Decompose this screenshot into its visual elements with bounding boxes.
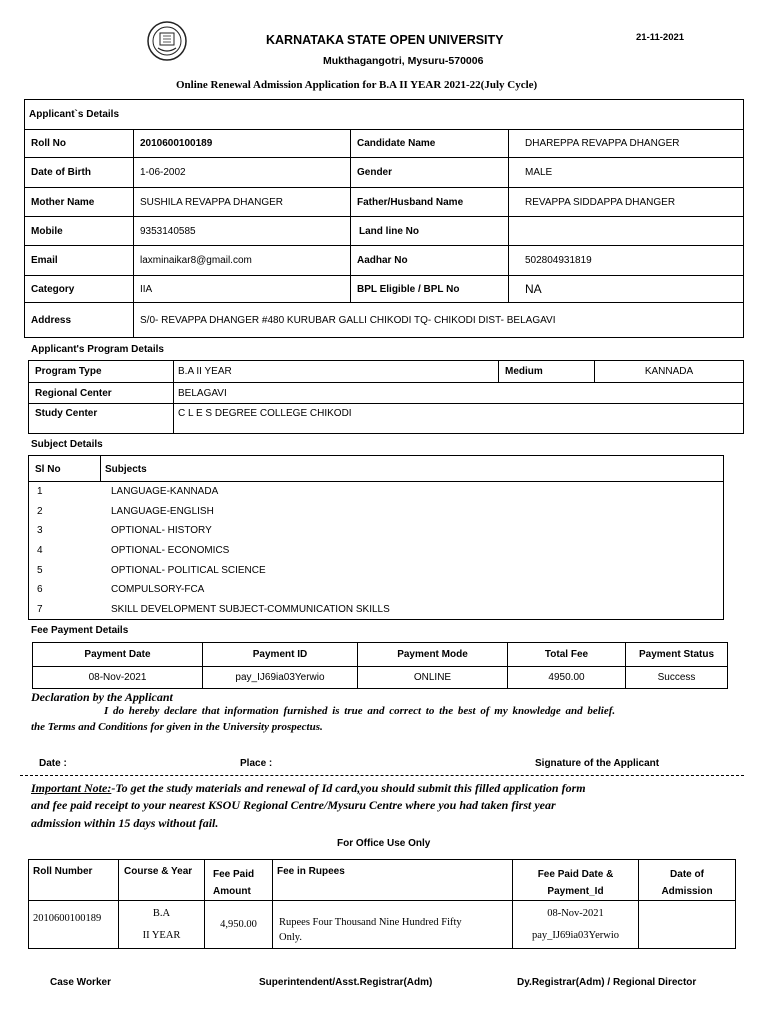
office-use-table — [28, 859, 736, 949]
office-course-2: II YEAR — [142, 929, 181, 941]
subject-number: 5 — [37, 564, 43, 576]
office-paid-date-value — [513, 901, 639, 949]
subject-name: SKILL DEVELOPMENT SUBJECT-COMMUNICATION SKILLS — [111, 603, 390, 615]
candidate-name-value: DHAREPPA REVAPPA DHANGER — [509, 130, 744, 158]
subject-number: 7 — [37, 603, 43, 615]
office-admission-value — [639, 901, 736, 949]
important-note-line-3: admission within 15 days without fail. — [31, 816, 219, 830]
landline-label: Land line No — [351, 217, 509, 246]
aadhar-label: Aadhar No — [351, 246, 509, 276]
office-paid-date-label-1: Fee Paid Date & — [537, 869, 614, 880]
signature-label: Signature of the Applicant — [535, 758, 660, 769]
regional-center-label: Regional Center — [29, 383, 174, 404]
superintendent-label: Superintendent/Asst.Registrar(Adm) — [259, 977, 433, 988]
dob-label: Date of Birth — [25, 158, 134, 188]
fee-payment-table — [32, 642, 728, 689]
important-note-heading: Important Note: — [31, 781, 112, 795]
subject-row — [29, 560, 719, 580]
case-worker-label: Case Worker — [50, 977, 111, 988]
office-fee-paid-label-2: Amount — [213, 886, 251, 897]
subject-name: OPTIONAL- POLITICAL SCIENCE — [111, 564, 266, 576]
university-address: Mukthagangotri, Mysuru-570006 — [323, 55, 484, 67]
date-label: Date : — [39, 758, 67, 769]
declaration-line-1: I do hereby declare that information furnished is true and correct to the best of my knowledge and belief. — [104, 705, 616, 717]
office-admission-label-1: Date of — [670, 869, 704, 880]
study-center-label: Study Center — [29, 404, 174, 434]
office-paid-date: 08-Nov-2021 — [547, 907, 604, 919]
office-paid-date-header — [513, 860, 639, 901]
office-roll-value: 2010600100189 — [29, 901, 119, 949]
office-rupees-header: Fee in Rupees — [273, 860, 513, 901]
subject-row — [29, 502, 719, 522]
subject-number: 6 — [37, 584, 43, 596]
total-fee-header: Total Fee — [508, 643, 626, 667]
office-course-header: Course & Year — [119, 860, 205, 901]
important-note-line-2: and fee paid receipt to your nearest KSOU Regional Centre/Mysuru Centre where you had taken first year — [31, 798, 556, 812]
candidate-name-label: Candidate Name — [351, 130, 509, 158]
subject-row — [29, 482, 719, 502]
mother-value: SUSHILA REVAPPA DHANGER — [134, 188, 351, 217]
category-value: IIA — [134, 276, 351, 303]
important-note-text-1: -To get the study materials and renewal of Id card,you should submit this filled application form — [111, 781, 586, 795]
aadhar-value: 502804931819 — [509, 246, 744, 276]
bpl-value: NA — [509, 276, 744, 303]
subject-name: LANGUAGE-KANNADA — [111, 486, 219, 498]
important-note-line-1 — [31, 781, 586, 796]
mobile-value: 9353140585 — [134, 217, 351, 246]
roll-no-value: 2010600100189 — [134, 130, 351, 158]
office-rupees-2: Only. — [279, 931, 302, 943]
fee-section-title: Fee Payment Details — [31, 625, 129, 636]
payment-status-header: Payment Status — [626, 643, 728, 667]
mother-label: Mother Name — [25, 188, 134, 217]
father-value: REVAPPA SIDDAPPA DHANGER — [509, 188, 744, 217]
office-rupees-1: Rupees Four Thousand Nine Hundred Fifty — [279, 916, 462, 928]
bpl-label: BPL Eligible / BPL No — [351, 276, 509, 303]
medium-label: Medium — [499, 361, 595, 383]
registrar-label: Dy.Registrar(Adm) / Regional Director — [517, 977, 697, 988]
subject-name: LANGUAGE-ENGLISH — [111, 505, 214, 517]
applicant-details-table — [24, 99, 744, 338]
subject-number: 1 — [37, 486, 43, 498]
payment-id-header: Payment ID — [203, 643, 358, 667]
office-fee-paid-label-1: Fee Paid — [213, 869, 255, 880]
email-value: laxminaikar8@gmail.com — [134, 246, 351, 276]
subject-row — [29, 580, 719, 600]
program-type-value: B.A II YEAR — [174, 361, 499, 383]
gender-value: MALE — [509, 158, 744, 188]
subject-name: COMPULSORY-FCA — [111, 584, 205, 596]
subject-name: OPTIONAL- ECONOMICS — [111, 545, 230, 557]
office-course-1: B.A — [152, 907, 171, 919]
print-date: 21-11-2021 — [636, 32, 685, 43]
declaration-title: Declaration by the Applicant — [31, 690, 173, 704]
dob-value: 1-06-2002 — [134, 158, 351, 188]
regional-center-value: BELAGAVI — [174, 383, 744, 404]
subject-name: OPTIONAL- HISTORY — [111, 525, 212, 537]
office-admission-label-2: Admission — [661, 886, 713, 897]
office-fee-paid-header — [205, 860, 273, 901]
office-use-title: For Office Use Only — [337, 838, 431, 849]
form-title: Online Renewal Admission Application for B.A II YEAR 2021-22(July Cycle) — [176, 79, 538, 91]
subject-number: 2 — [37, 505, 43, 517]
payment-mode-value: ONLINE — [358, 667, 508, 689]
applicant-section-title: Applicant`s Details — [25, 100, 744, 130]
office-rupees-value — [273, 901, 513, 949]
university-seal-icon — [146, 20, 188, 62]
subject-number: 3 — [37, 525, 43, 537]
father-label: Father/Husband Name — [351, 188, 509, 217]
mobile-label: Mobile — [25, 217, 134, 246]
study-center-value: C L E S DEGREE COLLEGE CHIKODI — [174, 404, 744, 434]
payment-date-value: 08-Nov-2021 — [33, 667, 203, 689]
landline-value — [509, 217, 744, 246]
address-label: Address — [25, 303, 134, 338]
sl-no-header: Sl No — [35, 464, 61, 475]
office-payment-id: pay_IJ69ia03Yerwio — [531, 929, 619, 941]
category-label: Category — [25, 276, 134, 303]
subjects-list — [29, 482, 719, 619]
separator-line — [20, 775, 744, 776]
program-details-table — [28, 360, 744, 434]
subject-row — [29, 521, 719, 541]
gender-label: Gender — [351, 158, 509, 188]
office-paid-date-label-2: Payment_Id — [547, 886, 604, 897]
subject-row — [29, 600, 719, 620]
email-label: Email — [25, 246, 134, 276]
office-roll-header: Roll Number — [29, 860, 119, 901]
roll-no-label: Roll No — [25, 130, 134, 158]
total-fee-value: 4950.00 — [508, 667, 626, 689]
subject-row — [29, 541, 719, 561]
subject-section-title: Subject Details — [31, 439, 103, 450]
payment-status-value: Success — [626, 667, 728, 689]
office-admission-header — [639, 860, 736, 901]
university-name: KARNATAKA STATE OPEN UNIVERSITY — [266, 33, 504, 47]
declaration-line-2: the Terms and Conditions for given in the University prospectus. — [31, 721, 323, 733]
program-section-title: Applicant's Program Details — [31, 344, 164, 355]
subjects-box — [28, 455, 724, 620]
place-label: Place : — [240, 758, 273, 769]
subjects-header: Subjects — [105, 464, 147, 475]
payment-mode-header: Payment Mode — [358, 643, 508, 667]
office-course-value — [119, 901, 205, 949]
office-amount-value: 4,950.00 — [205, 901, 273, 949]
address-value: S/0- REVAPPA DHANGER #480 KURUBAR GALLI CHIKODI TQ- CHIKODI DIST- BELAGAVI — [134, 303, 744, 338]
medium-value: KANNADA — [595, 361, 744, 383]
program-type-label: Program Type — [29, 361, 174, 383]
payment-date-header: Payment Date — [33, 643, 203, 667]
subject-number: 4 — [37, 545, 43, 557]
payment-id-value: pay_IJ69ia03Yerwio — [203, 667, 358, 689]
